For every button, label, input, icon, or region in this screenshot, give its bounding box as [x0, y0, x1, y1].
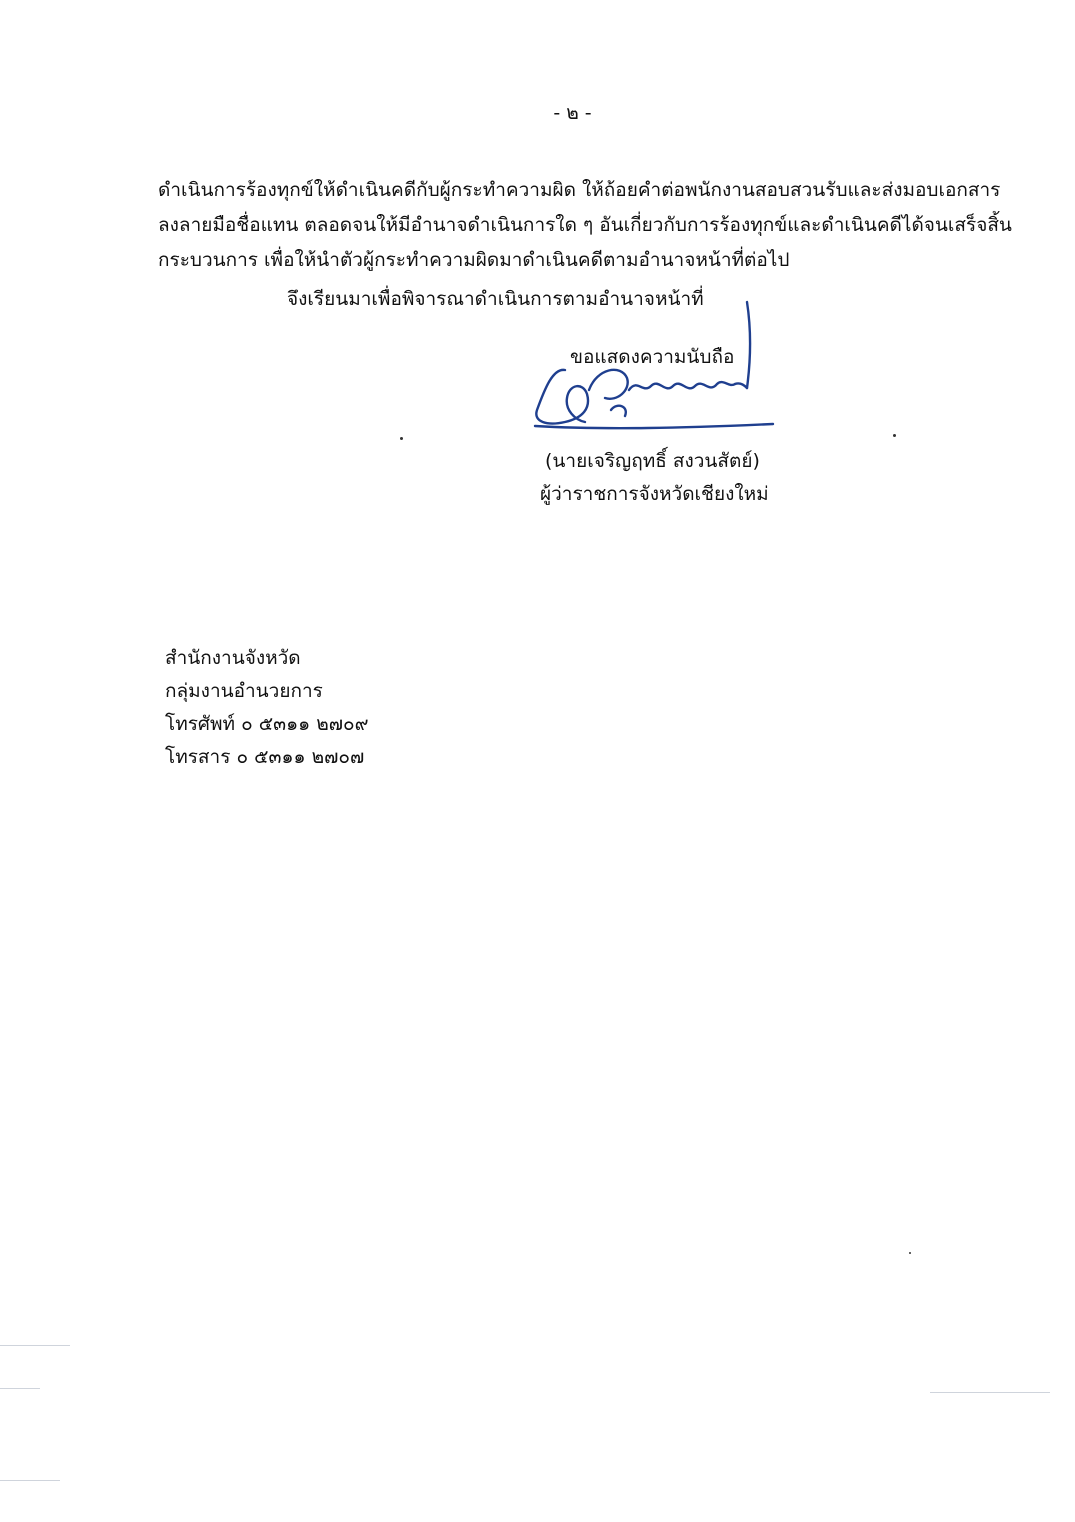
closing-request: จึงเรียนมาเพื่อพิจารณาดำเนินการตามอำนาจหน้าที่: [287, 288, 704, 310]
contact-fax: โทรสาร ๐ ๕๓๑๑ ๒๗๐๗: [165, 746, 365, 768]
contact-block: [165, 642, 369, 774]
body-paragraph-line-2: ลงลายมือชื่อแทน ตลอดจนให้มีอำนาจดำเนินการใด ๆ อันเกี่ยวกับการร้องทุกข์และดำเนินคดีได้จนเสร็จสิ้น: [158, 214, 1012, 236]
closing-regards: ขอแสดงความนับถือ: [570, 346, 735, 368]
page-number: - ๒ -: [553, 102, 592, 124]
body-paragraph-line-3: กระบวนการ เพื่อให้นำตัวผู้กระทำความผิดมาดำเนินคดีตามอำนาจหน้าที่ต่อไป: [158, 249, 790, 271]
handwritten-signature: [525, 298, 785, 443]
signer-name: (นายเจริญฤทธิ์ สงวนสัตย์): [545, 450, 760, 472]
scan-speck: [893, 434, 896, 437]
scan-mark: [0, 1480, 60, 1481]
scan-speck: [909, 1252, 911, 1254]
scan-mark: [0, 1388, 40, 1389]
contact-division: กลุ่มงานอำนวยการ: [165, 680, 323, 702]
scan-speck: [400, 437, 403, 440]
body-paragraph-line-1: ดำเนินการร้องทุกข์ให้ดำเนินคดีกับผู้กระทำความผิด ให้ถ้อยคำต่อพนักงานสอบสวนรับและส่งมอบเอกสาร: [158, 179, 1001, 201]
scan-mark: [930, 1392, 1050, 1393]
scan-mark: [0, 1345, 70, 1346]
signer-title: ผู้ว่าราชการจังหวัดเชียงใหม่: [540, 483, 769, 505]
contact-office: สำนักงานจังหวัด: [165, 647, 301, 669]
contact-phone: โทรศัพท์ ๐ ๕๓๑๑ ๒๗๐๙: [165, 713, 369, 735]
